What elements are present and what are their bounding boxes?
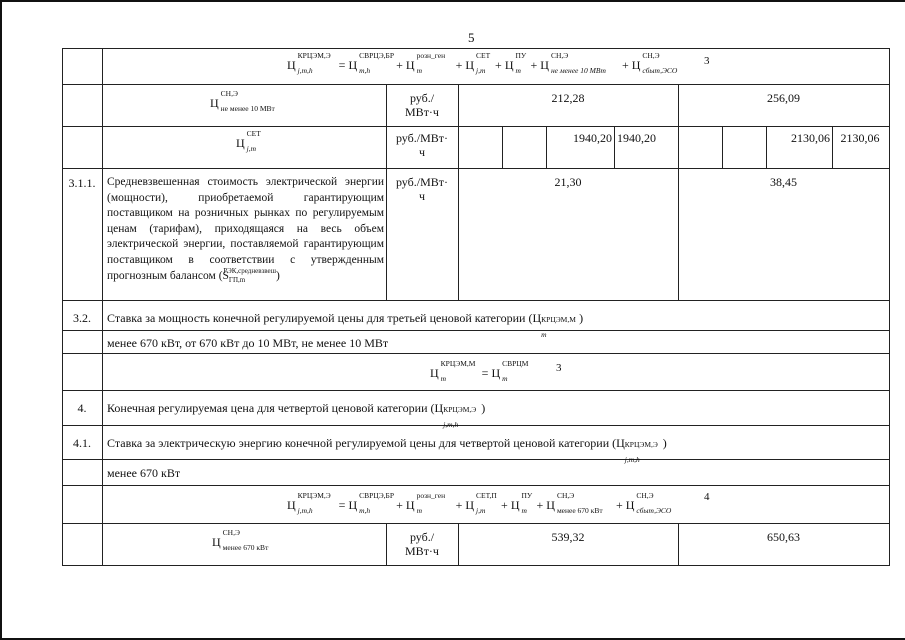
rule [678, 84, 679, 300]
row-description: Средневзвешенная стоимость электрической энергии (мощности), приобретаемой гарантирующим поставщиком на розничных рынках по регулируемым ценам (тарифам), приходящаяся на весь объем электрической энергии, поставляемой гарантирующим поставщиком в соответствии с утвержденным прогнозным балансом $(S_{ГП,m}^{РЭК,средневзвеш})$ [107, 176, 384, 284]
rule [62, 353, 890, 354]
symbol-cn-10mw: Ц СН,Э не менее 10 МВт [210, 89, 275, 113]
unit-label: руб./ МВт·ч [405, 91, 439, 119]
unit-label: руб./МВт· ч [395, 175, 449, 203]
rule [62, 390, 890, 391]
rule [62, 48, 890, 49]
symbol-cn-670kw: Ц СН,Э менее 670 кВт [212, 528, 269, 552]
rule [62, 459, 890, 460]
value-cell: 212,28 [551, 91, 585, 105]
rule [722, 126, 723, 168]
rule [102, 48, 103, 565]
unit-label: руб./ МВт·ч [405, 530, 439, 558]
rule [62, 84, 890, 85]
rule [62, 523, 890, 524]
formula-retail-price: Ц КРЦЭМ,Э j,m,h = Ц СВРЦЭ,БР m,h + Ц розн_ген m + Ц СЕТ j,m + Ц ПУ m + Ц СН,Э не менее 10 МВт + Ц СН,Э сбыт,ЭСО [287, 51, 678, 75]
rule [62, 168, 890, 169]
rule [502, 126, 503, 168]
rule [62, 300, 890, 301]
value-cell: 2130,06 [840, 131, 880, 145]
symbol-cset: Ц СЕТ j,m [236, 129, 261, 153]
row-subheading: менее 670 кВт [107, 466, 181, 480]
row-number: 4. [77, 401, 87, 415]
unit-label: руб./МВт· ч [395, 131, 449, 159]
row-number: 3.2. [73, 311, 91, 325]
formula-retail-price-4: Ц КРЦЭМ,Э j,m,h = Ц СВРЦЭ,БР m,h + Ц розн_ген m + Ц СЕТ,П j,m + Ц ПУ m + Ц СН,Э менее 670 кВт + Ц СН,Э сбыт,ЭСО [287, 491, 672, 515]
value-cell: 1940,20 [617, 131, 656, 145]
row-heading: Конечная регулируемая цена для четвертой ценовой категории (Ц КРЦЭМ,Э j,m,h ) [107, 401, 486, 429]
rule [386, 523, 387, 565]
formula-capacity: Ц КРЦЭМ,М m = Ц СВРЦМ m [430, 359, 529, 383]
rule [62, 48, 63, 565]
row-number: 4.1. [73, 436, 91, 450]
rule [386, 84, 387, 300]
value-cell: 2130,06 [791, 131, 830, 145]
row-heading: Ставка за мощность конечной регулируемой цены для третьей ценовой категории (Ц КРЦЭМ,М m ) [107, 311, 584, 339]
footnote-mark: 4 [704, 491, 710, 503]
row-subheading: менее 670 кВт, от 670 кВт до 10 МВт, не менее 10 МВт [107, 336, 389, 350]
rule [62, 565, 890, 566]
rule [458, 84, 459, 300]
value-cell: 539,32 [551, 530, 585, 544]
value-cell: 38,45 [770, 175, 797, 189]
rule [889, 48, 890, 565]
row-heading: Ставка за электрическую энергию конечной регулируемой цены для четвертой ценовой категории (Ц КРЦЭМ,Э j,m,h ) [107, 436, 667, 464]
value-cell: 1940,20 [573, 131, 612, 145]
rule [62, 485, 890, 486]
page-number: 5 [468, 30, 475, 45]
value-cell: 650,63 [767, 530, 800, 544]
value-cell: 256,09 [767, 91, 800, 105]
row-number: 3.1.1. [68, 176, 96, 190]
footnote-mark: 3 [704, 55, 710, 67]
value-cell: 21,30 [554, 175, 582, 189]
rule [62, 425, 890, 426]
rule [62, 330, 890, 331]
footnote-mark: 3 [556, 362, 562, 374]
